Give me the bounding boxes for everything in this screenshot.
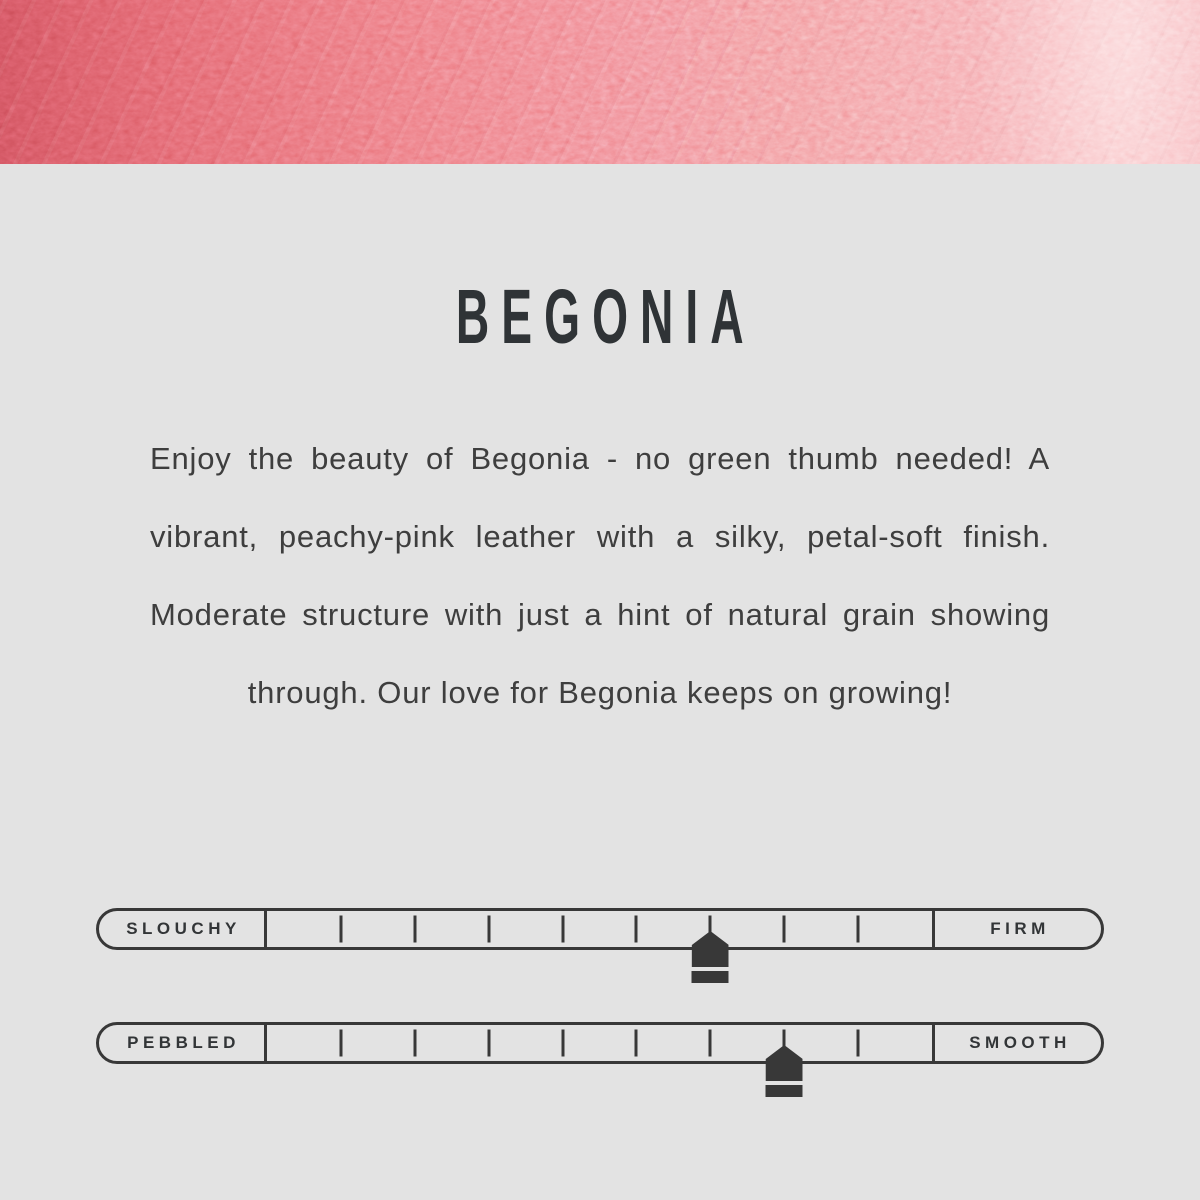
scale-marker: [692, 931, 729, 983]
marker-pointer-icon: [766, 1045, 803, 1081]
description-line: vibrant, peachy-pink leather with a silky, petal-soft finish.: [150, 519, 1050, 554]
marker-underline: [692, 971, 729, 983]
description-line: through. Our love for Begonia keeps on growing!: [247, 675, 953, 710]
texture-scale-max-label: SMOOTH: [932, 1025, 1101, 1061]
scale-tick: [561, 916, 564, 943]
scale-tick: [709, 1030, 712, 1057]
scale-tick: [487, 1030, 490, 1057]
marker-underline: [766, 1085, 803, 1097]
scale-tick: [339, 1030, 342, 1057]
title-row: [0, 273, 1200, 360]
scale-marker: [766, 1045, 803, 1097]
scale-tick: [339, 916, 342, 943]
leather-grain-texture: [0, 0, 1200, 164]
scale-tick: [561, 1030, 564, 1057]
texture-scale-track: [267, 1025, 932, 1061]
scale-tick: [413, 916, 416, 943]
leather-swatch-image: [0, 0, 1200, 164]
structure-scale-min-label: SLOUCHY: [99, 911, 267, 947]
marker-pointer-icon: [692, 931, 729, 967]
description: [150, 420, 1050, 732]
structure-scale-max-label: FIRM: [932, 911, 1101, 947]
scale-tick: [413, 1030, 416, 1057]
texture-scale: [96, 1022, 1104, 1064]
scale-tick: [635, 1030, 638, 1057]
page-title: BEGONIA: [456, 273, 756, 360]
structure-scale: [96, 908, 1104, 950]
texture-scale-min-label: PEBBLED: [99, 1025, 267, 1061]
scale-tick: [487, 916, 490, 943]
description-line: Moderate structure with just a hint of natural grain showing: [150, 597, 1050, 632]
scale-tick: [857, 916, 860, 943]
description-line: Enjoy the beauty of Begonia - no green thumb needed! A: [150, 441, 1050, 476]
structure-scale-track: [267, 911, 932, 947]
scale-tick: [783, 916, 786, 943]
scale-tick: [857, 1030, 860, 1057]
scale-tick: [635, 916, 638, 943]
